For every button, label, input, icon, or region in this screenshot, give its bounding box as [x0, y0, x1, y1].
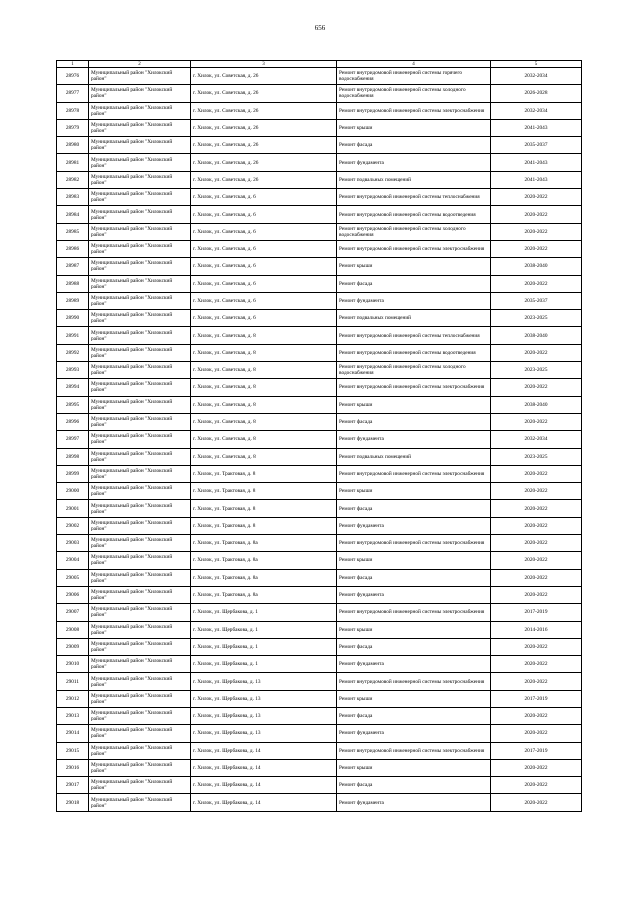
work-type-cell: Ремонт внутридомовой инженерной системы теплоснабжения	[337, 327, 491, 344]
address-cell: г. Хилок, ул. Щербакова, д. 14	[191, 777, 337, 794]
row-number-cell: 29008	[57, 621, 89, 638]
row-number-cell: 28991	[57, 327, 89, 344]
address-cell: г. Хилок, ул. Трактовая, д. 8	[191, 517, 337, 534]
municipality-cell: Муниципальный район "Хилокский район"	[89, 638, 191, 655]
work-type-cell: Ремонт крыши	[337, 759, 491, 776]
work-type-cell: Ремонт внутридомовой инженерной системы водоотведения	[337, 344, 491, 361]
address-cell: г. Хилок, ул. Трактовая, д. 8а	[191, 552, 337, 569]
period-cell: 2035-2037	[491, 292, 582, 309]
table-body	[57, 61, 582, 812]
municipality-cell: Муниципальный район "Хилокский район"	[89, 85, 191, 102]
period-cell: 2041-2043	[491, 171, 582, 188]
address-cell: г. Хилок, ул. Советская, д. 8	[191, 344, 337, 361]
row-number-cell: 29002	[57, 517, 89, 534]
period-cell: 2020-2022	[491, 552, 582, 569]
municipality-cell: Муниципальный район "Хилокский район"	[89, 483, 191, 500]
municipality-cell: Муниципальный район "Хилокский район"	[89, 777, 191, 794]
work-type-cell: Ремонт крыши	[337, 258, 491, 275]
table-row	[57, 292, 582, 309]
work-type-cell: Ремонт фасада	[337, 638, 491, 655]
address-cell: г. Хилок, ул. Щербакова, д. 14	[191, 742, 337, 759]
table-row	[57, 742, 582, 759]
table-row	[57, 137, 582, 154]
period-cell: 2020-2022	[491, 500, 582, 517]
municipality-cell: Муниципальный район "Хилокский район"	[89, 189, 191, 206]
period-cell: 2017-2019	[491, 690, 582, 707]
address-cell: г. Хилок, ул. Трактовая, д. 8а	[191, 586, 337, 603]
work-type-cell: Ремонт внутридомовой инженерной системы теплоснабжения	[337, 189, 491, 206]
municipality-cell: Муниципальный район "Хилокский район"	[89, 690, 191, 707]
period-cell: 2020-2022	[491, 707, 582, 724]
period-cell: 2020-2022	[491, 656, 582, 673]
work-type-cell: Ремонт внутридомовой инженерной системы электроснабжения	[337, 742, 491, 759]
row-number-cell: 28980	[57, 137, 89, 154]
table-row	[57, 448, 582, 465]
work-type-cell: Ремонт подвальных помещений	[337, 171, 491, 188]
municipality-cell: Муниципальный район "Хилокский район"	[89, 673, 191, 690]
row-number-cell: 28992	[57, 344, 89, 361]
table-row	[57, 431, 582, 448]
table-row	[57, 189, 582, 206]
table-row	[57, 586, 582, 603]
municipality-cell: Муниципальный район "Хилокский район"	[89, 223, 191, 240]
table-row	[57, 673, 582, 690]
municipality-cell: Муниципальный район "Хилокский район"	[89, 102, 191, 119]
work-type-cell: Ремонт крыши	[337, 621, 491, 638]
period-cell: 2020-2022	[491, 569, 582, 586]
address-cell: г. Хилок, ул. Советская, д. 8	[191, 362, 337, 379]
row-number-cell: 29009	[57, 638, 89, 655]
municipality-cell: Муниципальный район "Хилокский район"	[89, 258, 191, 275]
work-type-cell: Ремонт крыши	[337, 483, 491, 500]
period-cell: 2032-2034	[491, 431, 582, 448]
municipality-cell: Муниципальный район "Хилокский район"	[89, 68, 191, 85]
address-cell: г. Хилок, ул. Трактовая, д. 8а	[191, 569, 337, 586]
period-cell: 2020-2022	[491, 759, 582, 776]
row-number-cell: 28982	[57, 171, 89, 188]
municipality-cell: Муниципальный район "Хилокский район"	[89, 154, 191, 171]
table-row	[57, 379, 582, 396]
address-cell: г. Хилок, ул. Советская, д. 8	[191, 327, 337, 344]
row-number-cell: 28987	[57, 258, 89, 275]
period-cell: 2020-2022	[491, 379, 582, 396]
address-cell: г. Хилок, ул. Советская, д. 6	[191, 223, 337, 240]
column-header-3: 3	[191, 61, 337, 68]
address-cell: г. Хилок, ул. Щербакова, д. 1	[191, 621, 337, 638]
address-cell: г. Хилок, ул. Советская, д. 8	[191, 431, 337, 448]
address-cell: г. Хилок, ул. Советская, д. 26	[191, 102, 337, 119]
address-cell: г. Хилок, ул. Советская, д. 26	[191, 119, 337, 136]
period-cell: 2020-2022	[491, 638, 582, 655]
row-number-cell: 29000	[57, 483, 89, 500]
municipality-cell: Муниципальный район "Хилокский район"	[89, 569, 191, 586]
row-number-cell: 28988	[57, 275, 89, 292]
row-number-cell: 28986	[57, 240, 89, 257]
period-cell: 2038-2040	[491, 327, 582, 344]
period-cell: 2020-2022	[491, 413, 582, 430]
period-cell: 2032-2034	[491, 102, 582, 119]
work-type-cell: Ремонт внутридомовой инженерной системы водоотведения	[337, 206, 491, 223]
table-row	[57, 535, 582, 552]
period-cell: 2020-2022	[491, 517, 582, 534]
table-row	[57, 725, 582, 742]
row-number-cell: 29005	[57, 569, 89, 586]
period-cell: 2014-2016	[491, 621, 582, 638]
row-number-cell: 28995	[57, 396, 89, 413]
municipality-cell: Муниципальный район "Хилокский район"	[89, 500, 191, 517]
address-cell: г. Хилок, ул. Щербакова, д. 13	[191, 673, 337, 690]
work-type-cell: Ремонт внутридомовой инженерной системы холодного водоснабжения	[337, 362, 491, 379]
table-row	[57, 396, 582, 413]
address-cell: г. Хилок, ул. Щербакова, д. 1	[191, 656, 337, 673]
period-cell: 2020-2022	[491, 344, 582, 361]
address-cell: г. Хилок, ул. Трактовая, д. 8а	[191, 535, 337, 552]
period-cell: 2020-2022	[491, 465, 582, 482]
work-type-cell: Ремонт подвальных помещений	[337, 310, 491, 327]
row-number-cell: 28984	[57, 206, 89, 223]
period-cell: 2038-2040	[491, 396, 582, 413]
row-number-cell: 29013	[57, 707, 89, 724]
municipality-cell: Муниципальный район "Хилокский район"	[89, 465, 191, 482]
address-cell: г. Хилок, ул. Советская, д. 6	[191, 310, 337, 327]
municipality-cell: Муниципальный район "Хилокский район"	[89, 327, 191, 344]
table-row	[57, 638, 582, 655]
municipality-cell: Муниципальный район "Хилокский район"	[89, 431, 191, 448]
address-cell: г. Хилок, ул. Советская, д. 26	[191, 68, 337, 85]
municipality-cell: Муниципальный район "Хилокский район"	[89, 171, 191, 188]
table-row	[57, 362, 582, 379]
work-type-cell: Ремонт фундамента	[337, 725, 491, 742]
table-row	[57, 258, 582, 275]
work-type-cell: Ремонт внутридомовой инженерной системы электроснабжения	[337, 465, 491, 482]
work-type-cell: Ремонт фасада	[337, 275, 491, 292]
work-type-cell: Ремонт фасада	[337, 137, 491, 154]
municipality-cell: Муниципальный район "Хилокский район"	[89, 586, 191, 603]
work-type-cell: Ремонт фундамента	[337, 656, 491, 673]
municipality-cell: Муниципальный район "Хилокский район"	[89, 413, 191, 430]
work-type-cell: Ремонт фундамента	[337, 794, 491, 811]
table-row	[57, 102, 582, 119]
column-header-1: 1	[57, 61, 89, 68]
table-row	[57, 413, 582, 430]
row-number-cell: 28998	[57, 448, 89, 465]
work-type-cell: Ремонт фундамента	[337, 586, 491, 603]
row-number-cell: 29011	[57, 673, 89, 690]
municipality-cell: Муниципальный район "Хилокский район"	[89, 517, 191, 534]
row-number-cell: 29012	[57, 690, 89, 707]
period-cell: 2020-2022	[491, 586, 582, 603]
table-row	[57, 569, 582, 586]
period-cell: 2032-2034	[491, 68, 582, 85]
work-type-cell: Ремонт внутридомовой инженерной системы электроснабжения	[337, 604, 491, 621]
period-cell: 2020-2022	[491, 275, 582, 292]
table-row	[57, 171, 582, 188]
address-cell: г. Хилок, ул. Советская, д. 6	[191, 292, 337, 309]
work-type-cell: Ремонт внутридомовой инженерной системы электроснабжения	[337, 379, 491, 396]
municipality-cell: Муниципальный район "Хилокский район"	[89, 344, 191, 361]
row-number-cell: 28977	[57, 85, 89, 102]
table-row	[57, 604, 582, 621]
table-row	[57, 310, 582, 327]
period-cell: 2026-2028	[491, 85, 582, 102]
address-cell: г. Хилок, ул. Советская, д. 6	[191, 189, 337, 206]
municipality-cell: Муниципальный район "Хилокский район"	[89, 759, 191, 776]
address-cell: г. Хилок, ул. Щербакова, д. 1	[191, 638, 337, 655]
table-row	[57, 794, 582, 811]
work-type-cell: Ремонт фасада	[337, 707, 491, 724]
row-number-cell: 29016	[57, 759, 89, 776]
work-type-cell: Ремонт фундамента	[337, 154, 491, 171]
municipality-cell: Муниципальный район "Хилокский район"	[89, 240, 191, 257]
row-number-cell: 28981	[57, 154, 89, 171]
address-cell: г. Хилок, ул. Советская, д. 8	[191, 413, 337, 430]
table-row	[57, 552, 582, 569]
address-cell: г. Хилок, ул. Советская, д. 6	[191, 275, 337, 292]
period-cell: 2035-2037	[491, 137, 582, 154]
period-cell: 2023-2025	[491, 310, 582, 327]
row-number-cell: 29004	[57, 552, 89, 569]
address-cell: г. Хилок, ул. Советская, д. 26	[191, 137, 337, 154]
row-number-cell: 28978	[57, 102, 89, 119]
row-number-cell: 28993	[57, 362, 89, 379]
table-row	[57, 483, 582, 500]
table-row	[57, 275, 582, 292]
row-number-cell: 28994	[57, 379, 89, 396]
municipality-cell: Муниципальный район "Хилокский район"	[89, 794, 191, 811]
period-cell: 2020-2022	[491, 240, 582, 257]
municipality-cell: Муниципальный район "Хилокский район"	[89, 656, 191, 673]
table-row	[57, 154, 582, 171]
row-number-cell: 29007	[57, 604, 89, 621]
row-number-cell: 29015	[57, 742, 89, 759]
address-cell: г. Хилок, ул. Советская, д. 6	[191, 206, 337, 223]
row-number-cell: 28990	[57, 310, 89, 327]
document-table-wrapper	[56, 60, 581, 812]
work-type-cell: Ремонт внутридомовой инженерной системы электроснабжения	[337, 535, 491, 552]
work-type-cell: Ремонт фасада	[337, 777, 491, 794]
work-type-cell: Ремонт подвальных помещений	[337, 448, 491, 465]
municipality-cell: Муниципальный район "Хилокский район"	[89, 292, 191, 309]
table-row	[57, 690, 582, 707]
row-number-cell: 29010	[57, 656, 89, 673]
period-cell: 2038-2040	[491, 258, 582, 275]
row-number-cell: 28983	[57, 189, 89, 206]
row-number-cell: 28996	[57, 413, 89, 430]
address-cell: г. Хилок, ул. Советская, д. 26	[191, 171, 337, 188]
municipality-cell: Муниципальный район "Хилокский район"	[89, 707, 191, 724]
work-type-cell: Ремонт внутридомовой инженерной системы горячего водоснабжения	[337, 68, 491, 85]
work-type-cell: Ремонт фасада	[337, 569, 491, 586]
row-number-cell: 29017	[57, 777, 89, 794]
municipality-cell: Муниципальный район "Хилокский район"	[89, 396, 191, 413]
address-cell: г. Хилок, ул. Щербакова, д. 13	[191, 725, 337, 742]
municipality-cell: Муниципальный район "Хилокский район"	[89, 119, 191, 136]
period-cell: 2023-2025	[491, 362, 582, 379]
address-cell: г. Хилок, ул. Щербакова, д. 13	[191, 690, 337, 707]
period-cell: 2041-2043	[491, 119, 582, 136]
address-cell: г. Хилок, ул. Советская, д. 6	[191, 258, 337, 275]
municipality-cell: Муниципальный район "Хилокский район"	[89, 379, 191, 396]
municipality-cell: Муниципальный район "Хилокский район"	[89, 310, 191, 327]
table-row	[57, 119, 582, 136]
work-type-cell: Ремонт крыши	[337, 396, 491, 413]
table-row	[57, 517, 582, 534]
municipality-cell: Муниципальный район "Хилокский район"	[89, 621, 191, 638]
table-row	[57, 240, 582, 257]
row-number-cell: 29003	[57, 535, 89, 552]
work-type-cell: Ремонт внутридомовой инженерной системы холодного водоснабжения	[337, 223, 491, 240]
period-cell: 2017-2019	[491, 604, 582, 621]
table-row	[57, 465, 582, 482]
table-row	[57, 344, 582, 361]
row-number-cell: 28979	[57, 119, 89, 136]
work-type-cell: Ремонт фасада	[337, 500, 491, 517]
row-number-cell: 29014	[57, 725, 89, 742]
period-cell: 2041-2043	[491, 154, 582, 171]
address-cell: г. Хилок, ул. Советская, д. 26	[191, 85, 337, 102]
municipality-cell: Муниципальный район "Хилокский район"	[89, 604, 191, 621]
period-cell: 2017-2019	[491, 742, 582, 759]
row-number-cell: 28985	[57, 223, 89, 240]
period-cell: 2020-2022	[491, 206, 582, 223]
row-number-cell: 28976	[57, 68, 89, 85]
work-type-cell: Ремонт внутридомовой инженерной системы электроснабжения	[337, 102, 491, 119]
municipality-cell: Муниципальный район "Хилокский район"	[89, 275, 191, 292]
work-type-cell: Ремонт внутридомовой инженерной системы электроснабжения	[337, 673, 491, 690]
row-number-cell: 29006	[57, 586, 89, 603]
municipality-cell: Муниципальный район "Хилокский район"	[89, 362, 191, 379]
address-cell: г. Хилок, ул. Советская, д. 8	[191, 379, 337, 396]
row-number-cell: 28989	[57, 292, 89, 309]
table-row	[57, 68, 582, 85]
period-cell: 2020-2022	[491, 725, 582, 742]
work-type-cell: Ремонт фундамента	[337, 431, 491, 448]
period-cell: 2023-2025	[491, 448, 582, 465]
work-type-cell: Ремонт крыши	[337, 119, 491, 136]
municipality-cell: Муниципальный район "Хилокский район"	[89, 137, 191, 154]
address-cell: г. Хилок, ул. Советская, д. 8	[191, 448, 337, 465]
row-number-cell: 29001	[57, 500, 89, 517]
address-cell: г. Хилок, ул. Трактовая, д. 8	[191, 483, 337, 500]
table-row	[57, 327, 582, 344]
table-row	[57, 206, 582, 223]
row-number-cell: 29018	[57, 794, 89, 811]
work-type-cell: Ремонт крыши	[337, 690, 491, 707]
municipality-cell: Муниципальный район "Хилокский район"	[89, 725, 191, 742]
work-type-cell: Ремонт фундамента	[337, 292, 491, 309]
period-cell: 2020-2022	[491, 794, 582, 811]
municipality-cell: Муниципальный район "Хилокский район"	[89, 552, 191, 569]
period-cell: 2020-2022	[491, 673, 582, 690]
municipality-cell: Муниципальный район "Хилокский район"	[89, 535, 191, 552]
address-cell: г. Хилок, ул. Советская, д. 26	[191, 154, 337, 171]
column-header-5: 5	[491, 61, 582, 68]
table-row	[57, 777, 582, 794]
address-cell: г. Хилок, ул. Трактовая, д. 8	[191, 500, 337, 517]
work-type-cell: Ремонт внутридомовой инженерной системы электроснабжения	[337, 240, 491, 257]
table-row	[57, 759, 582, 776]
period-cell: 2020-2022	[491, 189, 582, 206]
table-row	[57, 656, 582, 673]
municipality-cell: Муниципальный район "Хилокский район"	[89, 742, 191, 759]
municipality-cell: Муниципальный район "Хилокский район"	[89, 206, 191, 223]
address-cell: г. Хилок, ул. Щербакова, д. 14	[191, 759, 337, 776]
table-row	[57, 85, 582, 102]
period-cell: 2020-2022	[491, 483, 582, 500]
work-type-cell: Ремонт крыши	[337, 552, 491, 569]
row-number-cell: 28999	[57, 465, 89, 482]
column-header-2: 2	[89, 61, 191, 68]
period-cell: 2020-2022	[491, 223, 582, 240]
table-row	[57, 500, 582, 517]
address-cell: г. Хилок, ул. Трактовая, д. 8	[191, 465, 337, 482]
work-type-cell: Ремонт внутридомовой инженерной системы холодного водоснабжения	[337, 85, 491, 102]
address-cell: г. Хилок, ул. Щербакова, д. 1	[191, 604, 337, 621]
work-type-cell: Ремонт фундамента	[337, 517, 491, 534]
table-row	[57, 707, 582, 724]
period-cell: 2020-2022	[491, 777, 582, 794]
column-header-4: 4	[337, 61, 491, 68]
table-row	[57, 621, 582, 638]
table-row	[57, 223, 582, 240]
repair-schedule-table	[56, 60, 582, 812]
address-cell: г. Хилок, ул. Советская, д. 8	[191, 396, 337, 413]
column-number-header-row	[57, 61, 582, 68]
period-cell: 2020-2022	[491, 535, 582, 552]
page-number: 656	[314, 24, 326, 32]
work-type-cell: Ремонт фасада	[337, 413, 491, 430]
address-cell: г. Хилок, ул. Щербакова, д. 13	[191, 707, 337, 724]
municipality-cell: Муниципальный район "Хилокский район"	[89, 448, 191, 465]
address-cell: г. Хилок, ул. Советская, д. 6	[191, 240, 337, 257]
row-number-cell: 28997	[57, 431, 89, 448]
address-cell: г. Хилок, ул. Щербакова, д. 14	[191, 794, 337, 811]
